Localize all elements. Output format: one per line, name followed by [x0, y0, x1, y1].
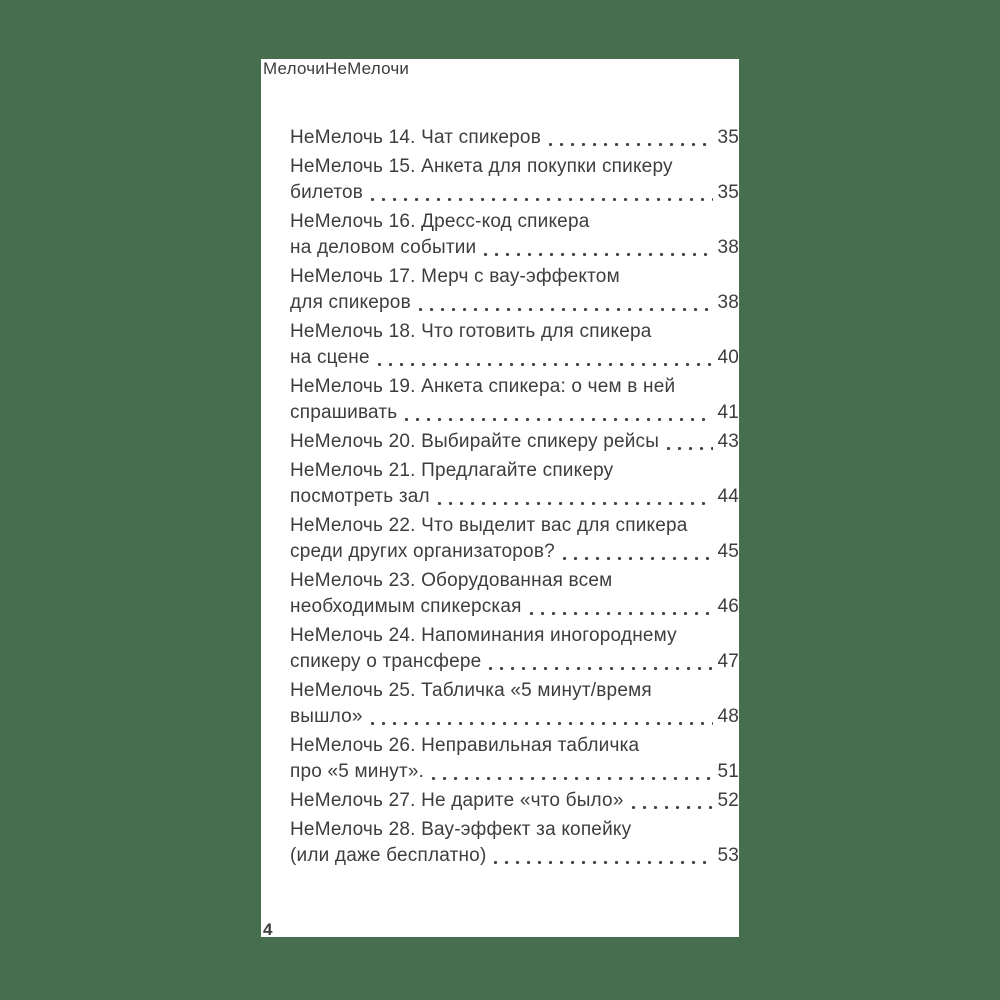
book-page: [261, 59, 739, 937]
toc-entry-line1: НеМелочь 25. Табличка «5 минут/время: [290, 680, 652, 701]
toc-entry-row: [290, 180, 739, 206]
toc-entry-title: на сцене: [290, 347, 370, 368]
toc-entry-title: НеМелочь 20. Выбирайте спикеру рейсы: [290, 431, 660, 452]
toc-entry: [290, 374, 739, 426]
toc-entry-title: спикеру о трансфере: [290, 651, 482, 672]
leader-dots: [397, 400, 717, 426]
toc-entry-title: спрашивать: [290, 402, 398, 423]
page-number: 4: [263, 920, 273, 939]
toc-entry-row: [290, 788, 739, 814]
leader-dots: [555, 539, 718, 565]
leader-dots: [363, 180, 717, 206]
toc-entry-line1: НеМелочь 17. Мерч с вау-эффектом: [290, 266, 620, 287]
toc-entry-page: 35: [717, 127, 739, 148]
toc-entry-title: посмотреть зал: [290, 486, 430, 507]
toc-entry-row: [290, 759, 739, 785]
toc-entry-title: необходимым спикерская: [290, 596, 522, 617]
toc-entry-title: НеМелочь 27. Не дарите «что было»: [290, 790, 624, 811]
toc-entry: [290, 154, 739, 206]
toc-entry: [290, 788, 739, 814]
toc-entry-line1: НеМелочь 24. Напоминания иногороднему: [290, 625, 677, 646]
toc-entry-page: 47: [717, 651, 739, 672]
toc-entry-title: среди других организаторов?: [290, 541, 555, 562]
leader-dots: [481, 649, 717, 675]
toc-entry-page: 38: [717, 292, 739, 313]
toc-entry-row: [290, 125, 739, 151]
leader-dots: [363, 704, 718, 730]
toc-entry: [290, 319, 739, 371]
toc-entry: [290, 623, 739, 675]
toc-entry-line1: НеМелочь 26. Неправильная табличка: [290, 735, 640, 756]
leader-dots: [411, 290, 718, 316]
toc-entry-page: 38: [717, 237, 739, 258]
toc-list: [290, 125, 739, 869]
toc-entry-line1: НеМелочь 18. Что готовить для спикера: [290, 321, 652, 342]
toc-entry-page: 51: [717, 761, 739, 782]
leader-dots: [430, 484, 718, 510]
toc-entry-row: [290, 649, 739, 675]
toc-entry-row: [290, 290, 739, 316]
toc-entry-row: [290, 345, 739, 371]
toc-entry-line1: НеМелочь 16. Дресс-код спикера: [290, 211, 590, 232]
toc-entry-row: [290, 594, 739, 620]
leader-dots: [522, 594, 718, 620]
leader-dots: [476, 235, 717, 261]
leader-dots: [624, 788, 718, 814]
leader-dots: [370, 345, 718, 371]
toc-entry-line1: НеМелочь 21. Предлагайте спикеру: [290, 460, 614, 481]
toc-entry: [290, 264, 739, 316]
toc-entry: [290, 817, 739, 869]
toc-entry-page: 52: [717, 790, 739, 811]
toc-entry-title: вышло»: [290, 706, 363, 727]
toc-entry-title: НеМелочь 14. Чат спикеров: [290, 127, 541, 148]
toc-entry-page: 35: [717, 182, 739, 203]
toc-entry: [290, 125, 739, 151]
toc-entry-page: 48: [717, 706, 739, 727]
toc-entry-row: [290, 484, 739, 510]
toc-entry: [290, 513, 739, 565]
toc-entry-row: [290, 539, 739, 565]
toc-entry-page: 46: [717, 596, 739, 617]
toc-entry-page: 53: [717, 845, 739, 866]
toc-entry: [290, 568, 739, 620]
toc-entry-title: билетов: [290, 182, 364, 203]
toc-entry-page: 40: [717, 347, 739, 368]
toc-entry-line1: НеМелочь 22. Что выделит вас для спикера: [290, 515, 688, 536]
toc-entry-line1: НеМелочь 19. Анкета спикера: о чем в ней: [290, 376, 676, 397]
toc-entry-row: [290, 235, 739, 261]
toc-entry-page: 43: [717, 431, 739, 452]
toc-entry: [290, 458, 739, 510]
toc-entry-title: (или даже бесплатно): [290, 845, 487, 866]
toc-entry: [290, 429, 739, 455]
toc-entry-row: [290, 429, 739, 455]
running-header: МелочиНеМелочи: [263, 59, 410, 78]
toc-entry-line1: НеМелочь 23. Оборудованная всем: [290, 570, 613, 591]
toc-entry-page: 44: [717, 486, 739, 507]
toc-entry-title: для спикеров: [290, 292, 411, 313]
toc-entry: [290, 209, 739, 261]
leader-dots: [486, 843, 717, 869]
toc-entry: [290, 678, 739, 730]
toc-entry-row: [290, 400, 739, 426]
leader-dots: [424, 759, 717, 785]
leader-dots: [541, 125, 717, 151]
toc-entry-title: про «5 минут».: [290, 761, 425, 782]
toc-entry: [290, 733, 739, 785]
toc-entry-row: [290, 704, 739, 730]
toc-entry-line1: НеМелочь 15. Анкета для покупки спикеру: [290, 156, 673, 177]
toc-entry-title: на деловом событии: [290, 237, 477, 258]
toc-entry-page: 41: [717, 402, 739, 423]
toc-entry-line1: НеМелочь 28. Вау-эффект за копейку: [290, 819, 632, 840]
toc-entry-row: [290, 843, 739, 869]
toc-entry-page: 45: [717, 541, 739, 562]
leader-dots: [659, 429, 717, 455]
